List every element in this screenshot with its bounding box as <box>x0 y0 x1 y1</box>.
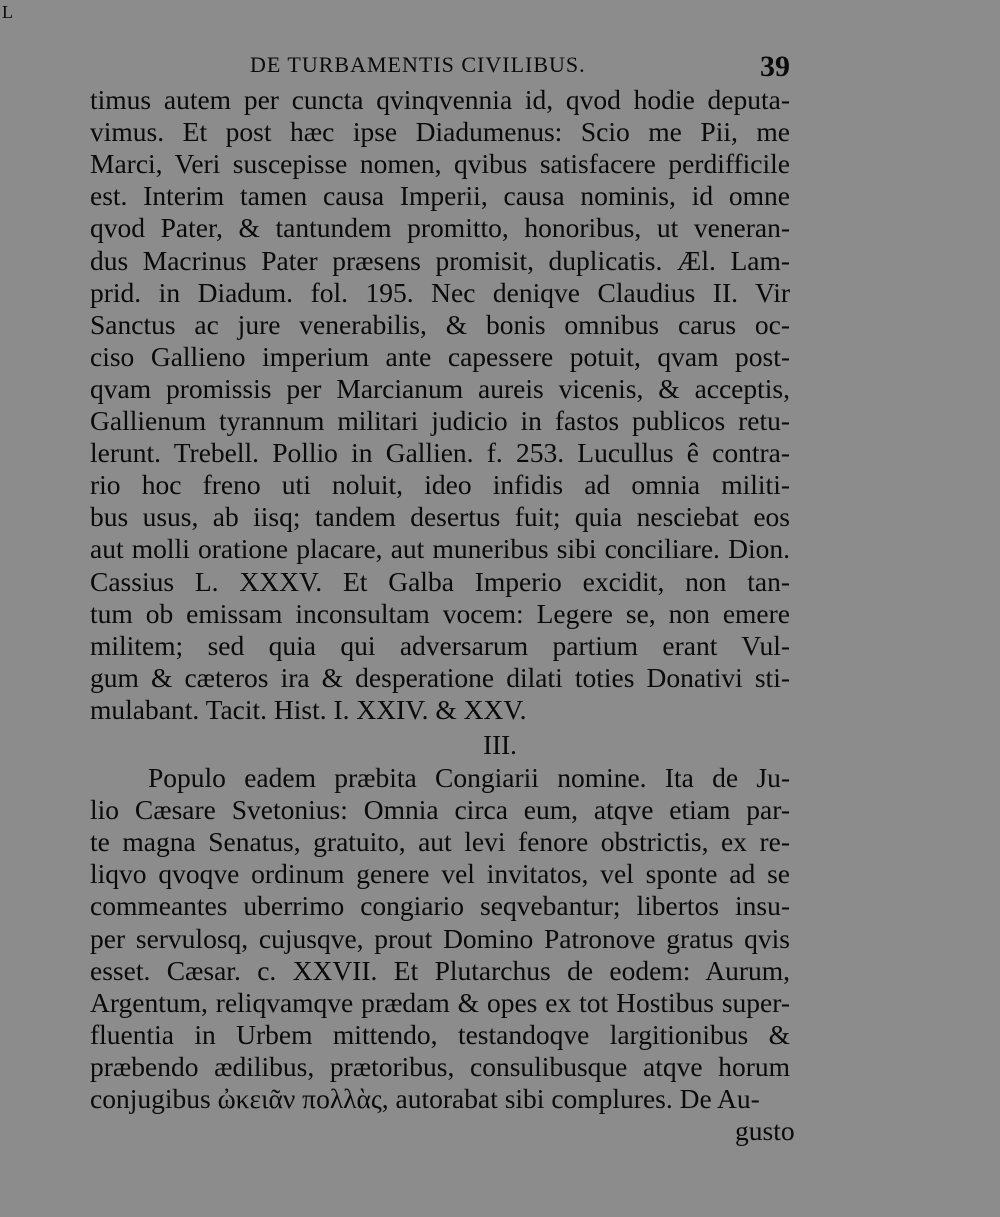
text-line: bus usus, ab iisq; tandem desertus fuit; quia nesciebat eos <box>90 501 790 533</box>
text-line: tum ob emissam inconsultam vocem: Legere se, non emere <box>90 597 790 629</box>
text-line: aut molli oratione placare, aut muneribus sibi conciliare. Dion. <box>90 533 790 565</box>
text-line: per servulosq, cujusqve, prout Domino Patronove gratus qvis <box>90 922 790 954</box>
text-line: præbendo ædilibus, prætoribus, consulibusque atqve horum <box>90 1050 790 1082</box>
text-line: Argentum, reliqvamqve prædam & opes ex tot Hostibus super- <box>90 986 790 1018</box>
text-line: liqvo qvoqve ordinum genere vel invitatos, vel sponte ad se <box>90 858 790 890</box>
text-line: qvam promissis per Marcianum aureis vicenis, & acceptis, <box>90 372 790 404</box>
text-line: Gallienum tyrannum militari judicio in fastos publicos retu- <box>90 405 790 436</box>
text-line: Cassius L. XXXV. Et Galba Imperio excidit, non tan- <box>90 565 790 597</box>
text-line: dus Macrinus Pater præsens promisit, duplicatis. Æl. Lam- <box>90 244 790 276</box>
text-line: lerunt. Trebell. Pollio in Gallien. f. 253. Lucullus ê contra- <box>90 437 790 469</box>
text-line: Sanctus ac jure venerabilis, & bonis omnibus carus oc- <box>90 308 790 340</box>
text-line: lio Cæsare Svetonius: Omnia circa eum, atqve etiam par- <box>90 794 790 826</box>
page-number: 39 <box>760 50 790 83</box>
text-line: rio hoc freno uti noluit, ideo infidis ad omnia militi- <box>90 469 790 501</box>
text-line: mulabant. Tacit. Hist. I. XXIV. & XXV. <box>90 693 527 725</box>
text-line: ciso Gallieno imperium ante capessere potuit, qvam post- <box>90 340 790 372</box>
text-line: gum & cæteros ira & desperatione dilati toties Donativi sti- <box>90 661 790 693</box>
text-line: esset. Cæsar. c. XXVII. Et Plutarchus de eodem: Aurum, <box>90 954 790 986</box>
text-line: timus autem per cuncta qvinqvennia id, qvod hodie deputa- <box>90 84 790 115</box>
catchword: gusto <box>735 1115 795 1147</box>
running-head: DE TURBAMENTIS CIVILIBUS. <box>250 52 586 77</box>
section-number: III. <box>483 730 517 760</box>
text-line: Populo eadem præbita Congiarii nomine. Ita de Ju- <box>148 762 790 793</box>
text-line: prid. in Diadum. fol. 195. Nec deniqve Claudius II. Vir <box>90 276 790 308</box>
text-line: est. Interim tamen causa Imperii, causa nominis, id omne <box>90 180 790 212</box>
text-line: qvod Pater, & tantundem promitto, honoribus, ut veneran- <box>90 212 790 244</box>
text-line: militem; sed quia qui adversarum partium erant Vul- <box>90 629 790 661</box>
text-line: Marci, Veri suscepisse nomen, qvibus satisfacere perdifficile <box>90 148 790 180</box>
text-line: vimus. Et post hæc ipse Diadumenus: Scio me Pii, me <box>90 116 790 148</box>
text-line: conjugibus ὠκειᾶν πολλὰς, autorabat sibi complures. De Au- <box>90 1083 760 1114</box>
text-line: commeantes uberrimo congiario seqvebantur; libertos insu- <box>90 890 790 922</box>
text-line: fluentia in Urbem mittendo, testandoqve largitionibus & <box>90 1018 790 1050</box>
edge-mark: L <box>2 2 13 22</box>
text-line: te magna Senatus, gratuito, aut levi fenore obstrictis, ex re- <box>90 826 790 858</box>
